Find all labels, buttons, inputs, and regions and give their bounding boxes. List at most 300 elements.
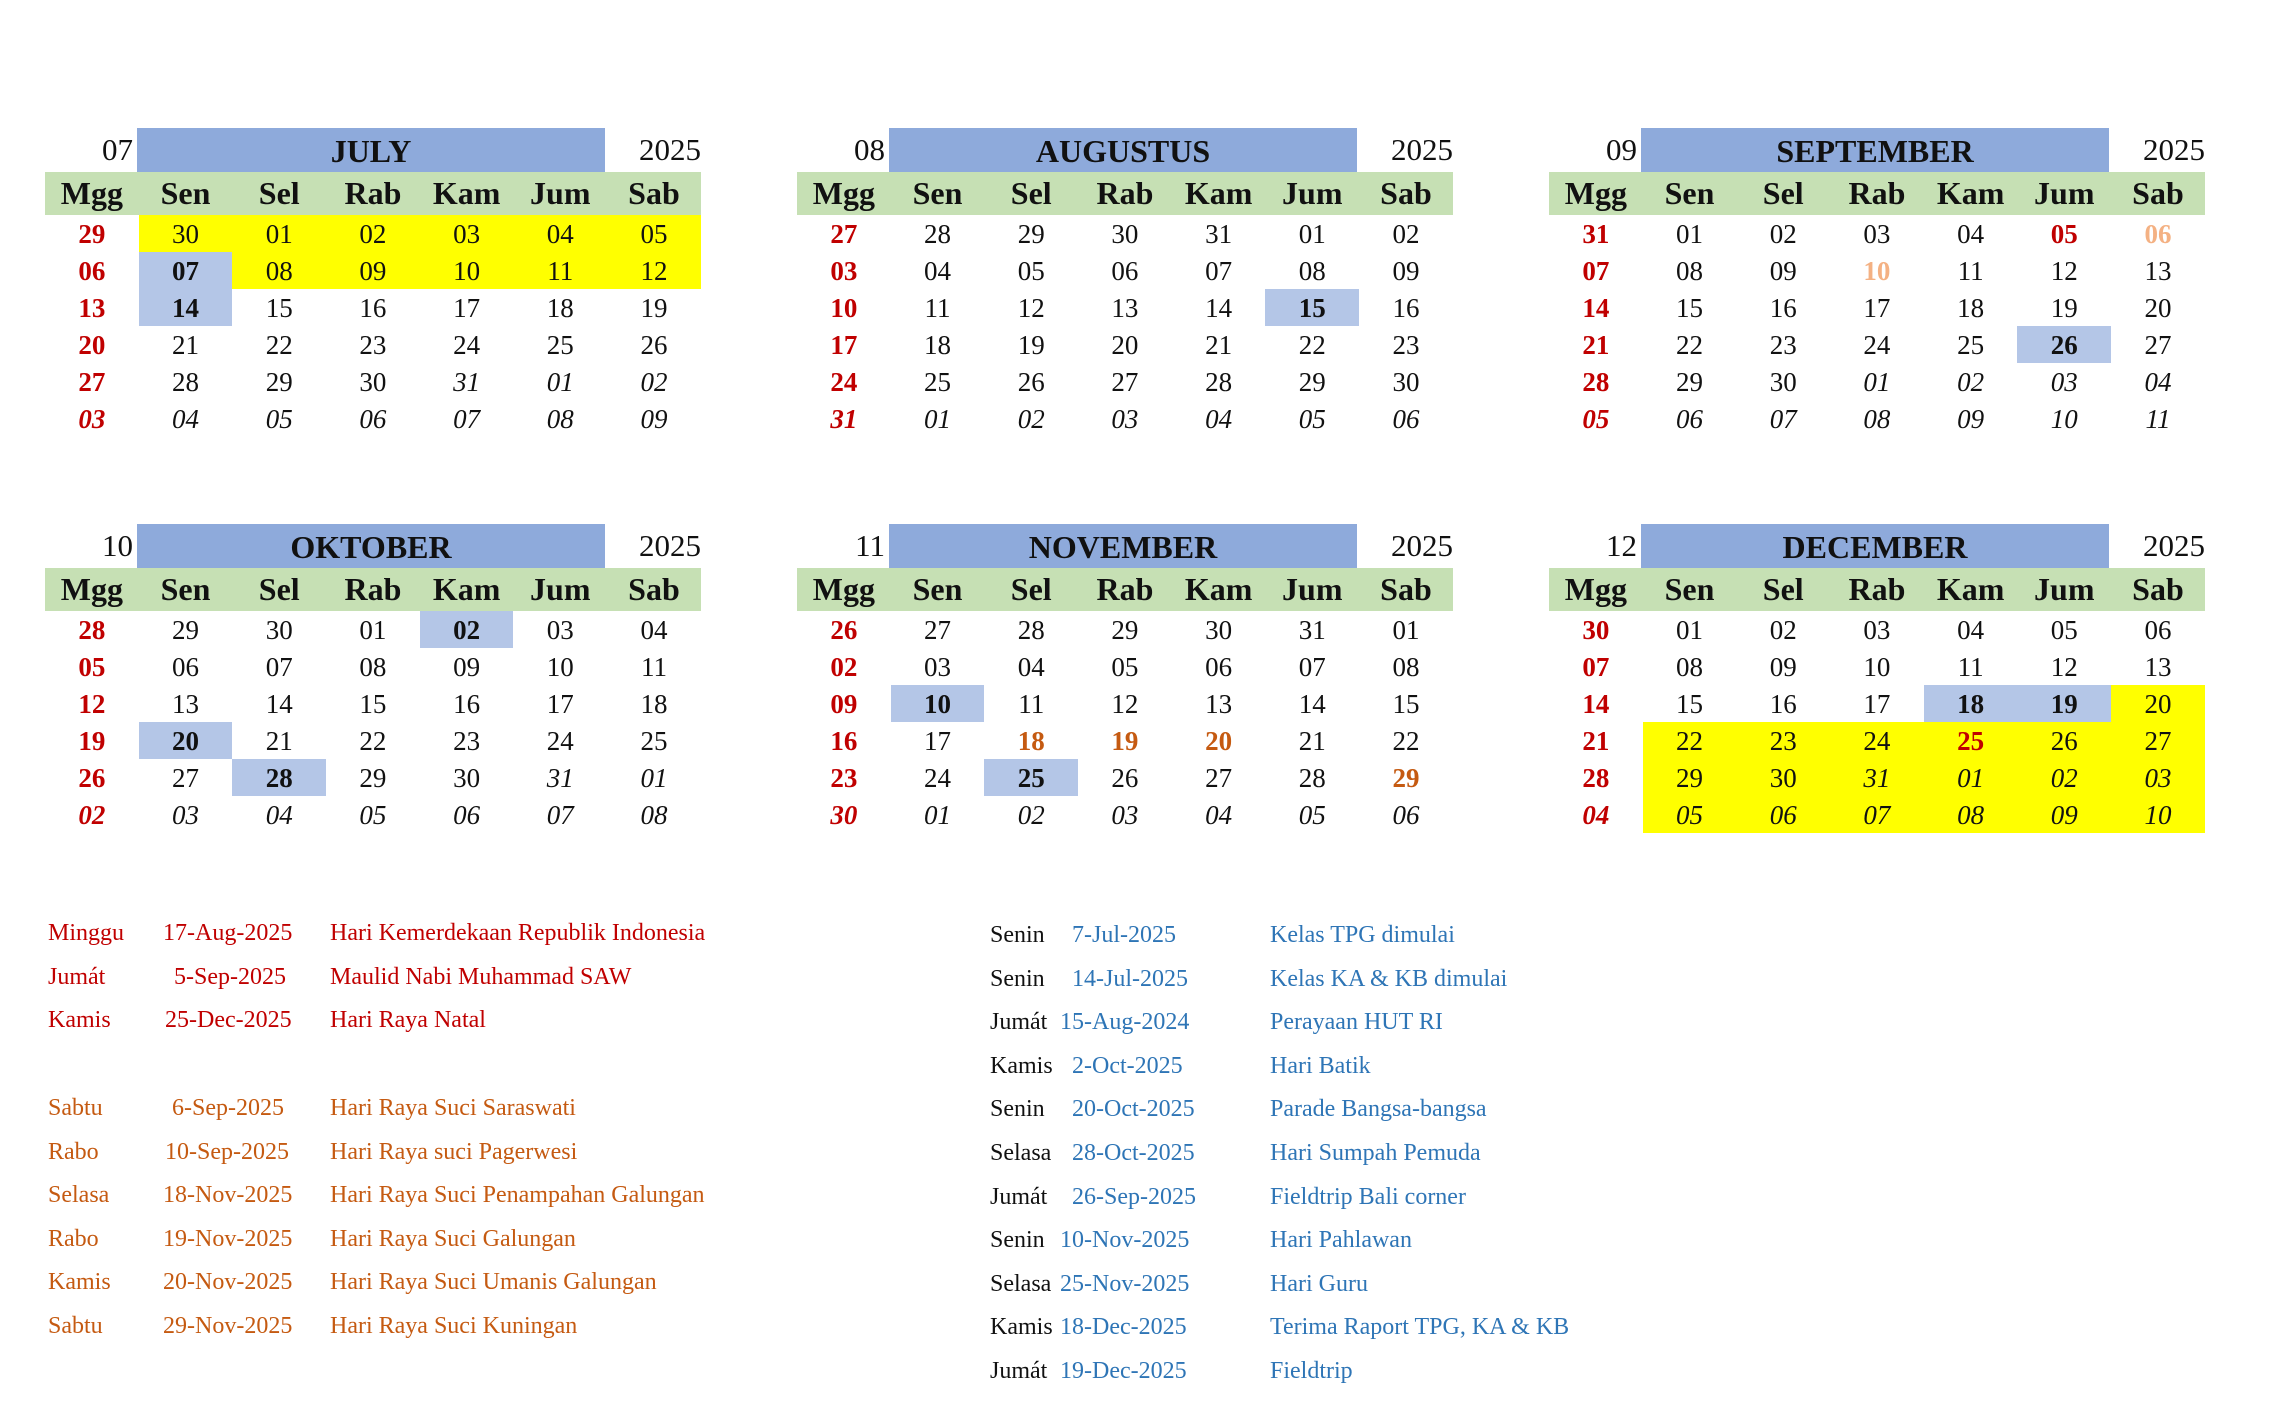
day-cell: 06 [2144, 219, 2172, 249]
day-cell: 26 [1111, 763, 1139, 793]
weekday-header-sen: Sen [891, 568, 985, 611]
month-year: 2025 [2143, 132, 2205, 167]
day-cell: 24 [1863, 330, 1891, 360]
day-cell: 10 [2111, 796, 2205, 833]
day-cell: 30 [1769, 367, 1797, 397]
day-cell: 07 [546, 800, 574, 830]
week-number-cell: 21 [1582, 726, 1610, 756]
day-cell: 13 [172, 689, 200, 719]
day-cell: 30 [359, 367, 387, 397]
day-cell: 27 [1111, 367, 1139, 397]
day-cell: 17 [924, 726, 952, 756]
day-cell: 07 [1769, 404, 1797, 434]
day-cell: 28 [1017, 615, 1045, 645]
day-cell: 31 [1830, 759, 1924, 796]
event-name: Terima Raport TPG, KA & KB [1270, 1314, 1570, 1341]
event-date: 25-Nov-2025 [1060, 1270, 1190, 1297]
day-cell: 18 [924, 330, 952, 360]
month-grid [45, 172, 701, 437]
day-cell: 04 [265, 800, 293, 830]
day-cell: 03 [1111, 404, 1139, 434]
month-number: 09 [1606, 132, 1637, 167]
holiday-date: 6-Sep-2025 [172, 1095, 284, 1121]
week-number-cell: 26 [78, 763, 106, 793]
calendar-august [797, 128, 1453, 437]
day-cell: 06 [1736, 796, 1830, 833]
day-cell: 11 [640, 652, 667, 682]
day-cell: 17 [1863, 689, 1891, 719]
weekday-header-sab: Sab [1359, 568, 1453, 611]
holiday-event: Hari Raya Suci Umanis Galungan [330, 1269, 657, 1296]
day-cell: 14 [1205, 293, 1233, 323]
day-cell: 07 [265, 652, 293, 682]
day-cell: 06 [359, 404, 387, 434]
holiday-day: Sabtu [48, 1312, 103, 1339]
week-number-cell: 31 [830, 404, 858, 434]
month-header [45, 524, 701, 568]
day-cell: 10 [1863, 256, 1891, 286]
day-cell: 22 [1643, 722, 1737, 759]
week-number-cell: 05 [1582, 404, 1610, 434]
month-number: 08 [854, 132, 885, 167]
day-cell: 05 [1017, 256, 1045, 286]
day-cell: 29 [1676, 367, 1704, 397]
day-cell: 01 [359, 615, 387, 645]
week-number-cell: 24 [830, 367, 858, 397]
day-cell: 03 [2111, 759, 2205, 796]
event-name: Hari Pahlawan [1270, 1227, 1412, 1254]
week-number-cell: 12 [78, 689, 106, 719]
week-number-cell: 02 [830, 652, 858, 682]
event-day: Jumát [990, 1357, 1048, 1384]
weekday-header-kam: Kam [1172, 568, 1266, 611]
day-cell: 25 [1924, 722, 2018, 759]
day-cell: 30 [1736, 759, 1830, 796]
event-date: 20-Oct-2025 [1072, 1096, 1195, 1123]
day-cell: 26 [2017, 326, 2111, 363]
day-cell: 30 [139, 215, 233, 252]
week-number-cell: 03 [830, 256, 858, 286]
week-number-cell: 28 [1582, 367, 1610, 397]
holiday-day: Kamis [48, 1007, 111, 1034]
day-cell: 31 [453, 367, 481, 397]
event-name: Parade Bangsa-bangsa [1270, 1096, 1487, 1123]
event-day: Senin [990, 1096, 1045, 1123]
day-cell: 02 [1769, 219, 1797, 249]
day-cell: 14 [139, 289, 233, 326]
month-year: 2025 [2143, 528, 2205, 563]
day-cell: 03 [1863, 615, 1891, 645]
week-number-cell: 07 [1582, 256, 1610, 286]
event-name: Fieldtrip [1270, 1357, 1353, 1384]
day-cell: 16 [1769, 689, 1797, 719]
day-cell: 19 [640, 293, 668, 323]
day-cell: 02 [1957, 367, 1985, 397]
day-cell: 16 [453, 689, 481, 719]
holiday-row [48, 1182, 808, 1226]
day-cell: 26 [1017, 367, 1045, 397]
day-cell: 11 [1957, 256, 1984, 286]
day-cell: 20 [1205, 726, 1233, 756]
weekday-header-sen: Sen [139, 568, 233, 611]
event-name: Hari Batik [1270, 1052, 1371, 1079]
day-cell: 02 [2017, 759, 2111, 796]
month-name: DECEMBER [1641, 524, 2109, 568]
month-name: SEPTEMBER [1641, 128, 2109, 172]
week-number-cell: 14 [1582, 293, 1610, 323]
holiday-row [48, 1313, 808, 1357]
week-number-cell: 21 [1582, 330, 1610, 360]
week-number-cell: 16 [830, 726, 858, 756]
day-cell: 05 [265, 404, 293, 434]
holiday-date: 29-Nov-2025 [163, 1312, 293, 1339]
event-day: Kamis [990, 1314, 1053, 1341]
day-cell: 08 [1298, 256, 1326, 286]
day-cell: 29 [359, 763, 387, 793]
day-cell: 07 [1298, 652, 1326, 682]
day-cell: 19 [1111, 726, 1139, 756]
day-cell: 17 [546, 689, 574, 719]
day-cell: 10 [2050, 404, 2078, 434]
day-cell: 10 [1863, 652, 1891, 682]
weekday-header-mgg: Mgg [797, 568, 891, 611]
day-cell: 09 [1392, 256, 1420, 286]
day-cell: 17 [1863, 293, 1891, 323]
day-cell: 18 [1017, 726, 1045, 756]
event-row [990, 966, 1690, 1010]
day-cell: 29 [1392, 763, 1420, 793]
day-cell: 04 [1957, 219, 1985, 249]
weekday-header-sab: Sab [1359, 172, 1453, 215]
week-number-cell: 17 [830, 330, 858, 360]
day-cell: 24 [1830, 722, 1924, 759]
weekday-header-kam: Kam [420, 568, 514, 611]
weekday-header-sel: Sel [1736, 568, 1830, 611]
day-cell: 04 [924, 256, 952, 286]
day-cell: 18 [1957, 293, 1985, 323]
day-cell: 01 [640, 763, 668, 793]
weekday-header-sab: Sab [607, 172, 701, 215]
day-cell: 01 [1924, 759, 2018, 796]
day-cell: 29 [172, 615, 200, 645]
weekday-header-kam: Kam [1172, 172, 1266, 215]
day-cell: 11 [513, 252, 607, 289]
event-day: Selasa [990, 1139, 1052, 1166]
day-cell: 16 [1769, 293, 1797, 323]
event-row [990, 922, 1690, 966]
day-cell: 06 [453, 800, 481, 830]
day-cell: 02 [1017, 404, 1045, 434]
month-header [1549, 128, 2205, 172]
week-number-cell: 27 [78, 367, 106, 397]
event-day: Selasa [990, 1270, 1052, 1297]
holiday-date: 19-Nov-2025 [163, 1225, 293, 1252]
day-cell: 04 [1017, 652, 1045, 682]
day-cell: 29 [265, 367, 293, 397]
day-cell: 04 [1205, 404, 1233, 434]
day-cell: 12 [1017, 293, 1045, 323]
calendar-december [1549, 524, 2205, 833]
day-cell: 06 [172, 652, 200, 682]
day-cell: 05 [2050, 615, 2078, 645]
month-year: 2025 [1391, 528, 1453, 563]
day-cell: 27 [924, 615, 952, 645]
hindu-holidays-list [48, 1095, 808, 1357]
day-cell: 27 [2144, 330, 2172, 360]
weekday-header-mgg: Mgg [1549, 172, 1643, 215]
day-cell: 31 [546, 763, 574, 793]
holiday-event: Maulid Nabi Muhammad SAW [330, 963, 632, 990]
day-cell: 09 [1957, 404, 1985, 434]
day-cell: 09 [453, 652, 481, 682]
day-cell: 06 [1676, 404, 1704, 434]
week-number-cell: 31 [1582, 219, 1610, 249]
day-cell: 15 [265, 293, 293, 323]
day-cell: 05 [1298, 800, 1326, 830]
day-cell: 15 [1392, 689, 1420, 719]
day-cell: 05 [1298, 404, 1326, 434]
day-cell: 12 [607, 252, 701, 289]
day-cell: 21 [265, 726, 293, 756]
day-cell: 19 [2017, 685, 2111, 722]
day-cell: 30 [453, 763, 481, 793]
weekday-header-mgg: Mgg [45, 568, 139, 611]
day-cell: 05 [2050, 219, 2078, 249]
week-number-cell: 06 [78, 256, 106, 286]
day-cell: 25 [924, 367, 952, 397]
day-cell: 04 [2144, 367, 2172, 397]
day-cell: 23 [359, 330, 387, 360]
holiday-row [48, 964, 808, 1008]
day-cell: 09 [2017, 796, 2111, 833]
day-cell: 02 [1017, 800, 1045, 830]
week-number-cell: 02 [78, 800, 106, 830]
day-cell: 08 [1676, 256, 1704, 286]
day-cell: 03 [1111, 800, 1139, 830]
day-cell: 17 [453, 293, 481, 323]
holiday-row [48, 920, 808, 964]
event-day: Jumát [990, 1009, 1048, 1036]
month-year: 2025 [1391, 132, 1453, 167]
holiday-date: 10-Sep-2025 [165, 1138, 289, 1165]
weekday-header-jum: Jum [2017, 172, 2111, 215]
day-cell: 16 [359, 293, 387, 323]
event-row [990, 1009, 1690, 1053]
week-number-cell: 13 [78, 293, 106, 323]
day-cell: 22 [1298, 330, 1326, 360]
day-cell: 13 [1205, 689, 1233, 719]
holiday-row [48, 1095, 808, 1139]
national-holidays-list [48, 920, 808, 1051]
day-cell: 03 [420, 215, 514, 252]
weekday-header-kam: Kam [1924, 172, 2018, 215]
day-cell: 08 [232, 252, 326, 289]
event-row [990, 1140, 1690, 1184]
holiday-event: Hari Raya Suci Kuningan [330, 1312, 578, 1339]
holiday-day: Rabo [48, 1138, 99, 1165]
month-year: 2025 [639, 528, 701, 563]
calendar-july [45, 128, 701, 437]
day-cell: 30 [1111, 219, 1139, 249]
day-cell: 05 [607, 215, 701, 252]
holiday-row [48, 1269, 808, 1313]
holiday-event: Hari Raya suci Pagerwesi [330, 1138, 578, 1165]
week-number-cell: 19 [78, 726, 106, 756]
day-cell: 12 [2050, 256, 2078, 286]
month-number: 10 [102, 528, 133, 563]
day-cell: 01 [1298, 219, 1326, 249]
month-name: OKTOBER [137, 524, 605, 568]
day-cell: 04 [1957, 615, 1985, 645]
week-number-cell: 20 [78, 330, 106, 360]
weekday-header-sel: Sel [232, 172, 326, 215]
day-cell: 08 [359, 652, 387, 682]
day-cell: 02 [640, 367, 668, 397]
day-cell: 08 [1863, 404, 1891, 434]
event-date: 15-Aug-2024 [1060, 1009, 1190, 1036]
day-cell: 25 [640, 726, 668, 756]
holiday-day: Minggu [48, 920, 125, 946]
holiday-event: Hari Raya Suci Penampahan Galungan [330, 1182, 705, 1209]
weekday-header-rab: Rab [1830, 172, 1924, 215]
day-cell: 21 [1298, 726, 1326, 756]
event-date: 14-Jul-2025 [1072, 965, 1188, 992]
week-number-cell: 30 [830, 800, 858, 830]
week-number-cell: 03 [78, 404, 106, 434]
day-cell: 20 [2144, 293, 2172, 323]
event-row [990, 1096, 1690, 1140]
week-number-cell: 28 [1582, 763, 1610, 793]
day-cell: 08 [1924, 796, 2018, 833]
event-date: 10-Nov-2025 [1060, 1227, 1190, 1254]
day-cell: 01 [1392, 615, 1420, 645]
month-grid [1549, 172, 2205, 437]
day-cell: 22 [1676, 330, 1704, 360]
weekday-header-mgg: Mgg [797, 172, 891, 215]
weekday-header-jum: Jum [1265, 172, 1359, 215]
holiday-row [48, 1139, 808, 1183]
weekday-header-rab: Rab [326, 172, 420, 215]
day-cell: 09 [640, 404, 668, 434]
day-cell: 25 [984, 759, 1078, 796]
day-cell: 02 [420, 611, 514, 648]
month-number: 11 [855, 528, 885, 563]
holiday-row [48, 1007, 808, 1051]
weekday-header-sen: Sen [1643, 568, 1737, 611]
day-cell: 23 [1392, 330, 1420, 360]
week-number-cell: 10 [830, 293, 858, 323]
day-cell: 22 [265, 330, 293, 360]
day-cell: 03 [924, 652, 952, 682]
event-row [990, 1053, 1690, 1097]
day-cell: 10 [546, 652, 574, 682]
day-cell: 06 [1392, 800, 1420, 830]
event-name: Perayaan HUT RI [1270, 1009, 1443, 1036]
day-cell: 30 [265, 615, 293, 645]
day-cell: 01 [924, 404, 952, 434]
day-cell: 26 [2017, 722, 2111, 759]
weekday-header-rab: Rab [1830, 568, 1924, 611]
day-cell: 06 [1205, 652, 1233, 682]
day-cell: 25 [1957, 330, 1985, 360]
day-cell: 25 [546, 330, 574, 360]
holiday-day: Jumát [48, 963, 106, 990]
day-cell: 19 [2050, 293, 2078, 323]
day-cell: 11 [924, 293, 951, 323]
event-name: Hari Guru [1270, 1270, 1368, 1297]
day-cell: 29 [1643, 759, 1737, 796]
holiday-event: Hari Raya Suci Saraswati [330, 1095, 576, 1121]
day-cell: 06 [2144, 615, 2172, 645]
week-number-cell: 05 [78, 652, 106, 682]
day-cell: 22 [1392, 726, 1420, 756]
week-number-cell: 28 [78, 615, 106, 645]
day-cell: 01 [1676, 219, 1704, 249]
week-number-cell: 14 [1582, 689, 1610, 719]
day-cell: 08 [640, 800, 668, 830]
weekday-header-rab: Rab [1078, 568, 1172, 611]
day-cell: 01 [546, 367, 574, 397]
day-cell: 01 [232, 215, 326, 252]
weekday-header-sab: Sab [607, 568, 701, 611]
day-cell: 15 [1676, 689, 1704, 719]
day-cell: 28 [1205, 367, 1233, 397]
weekday-header-kam: Kam [1924, 568, 2018, 611]
weekday-header-sab: Sab [2111, 172, 2205, 215]
day-cell: 18 [546, 293, 574, 323]
day-cell: 05 [359, 800, 387, 830]
holiday-event: Hari Raya Suci Galungan [330, 1225, 576, 1252]
day-cell: 23 [1769, 330, 1797, 360]
event-name: Fieldtrip Bali corner [1270, 1183, 1466, 1210]
holiday-date: 25-Dec-2025 [165, 1007, 292, 1034]
weekday-header-jum: Jum [513, 568, 607, 611]
day-cell: 10 [891, 685, 985, 722]
day-cell: 24 [546, 726, 574, 756]
day-cell: 05 [1643, 796, 1737, 833]
weekday-header-sen: Sen [1643, 172, 1737, 215]
day-cell: 30 [1205, 615, 1233, 645]
month-grid [45, 568, 701, 833]
day-cell: 20 [2111, 685, 2205, 722]
day-cell: 03 [2050, 367, 2078, 397]
month-number: 12 [1606, 528, 1637, 563]
day-cell: 24 [453, 330, 481, 360]
event-row [990, 1227, 1690, 1271]
day-cell: 21 [1205, 330, 1233, 360]
weekday-header-mgg: Mgg [1549, 568, 1643, 611]
holiday-day: Sabtu [48, 1095, 103, 1121]
event-date: 7-Jul-2025 [1072, 922, 1176, 948]
day-cell: 13 [2144, 256, 2172, 286]
holiday-date: 5-Sep-2025 [174, 963, 286, 990]
day-cell: 20 [139, 722, 233, 759]
week-number-cell: 29 [78, 219, 106, 249]
day-cell: 07 [1830, 796, 1924, 833]
week-number-cell: 09 [830, 689, 858, 719]
day-cell: 07 [139, 252, 233, 289]
day-cell: 27 [1205, 763, 1233, 793]
day-cell: 07 [453, 404, 481, 434]
day-cell: 16 [1392, 293, 1420, 323]
holiday-date: 20-Nov-2025 [163, 1269, 293, 1296]
day-cell: 08 [1676, 652, 1704, 682]
weekday-header-kam: Kam [420, 172, 514, 215]
day-cell: 18 [640, 689, 668, 719]
event-date: 19-Dec-2025 [1060, 1357, 1187, 1384]
day-cell: 13 [1111, 293, 1139, 323]
day-cell: 12 [2050, 652, 2078, 682]
